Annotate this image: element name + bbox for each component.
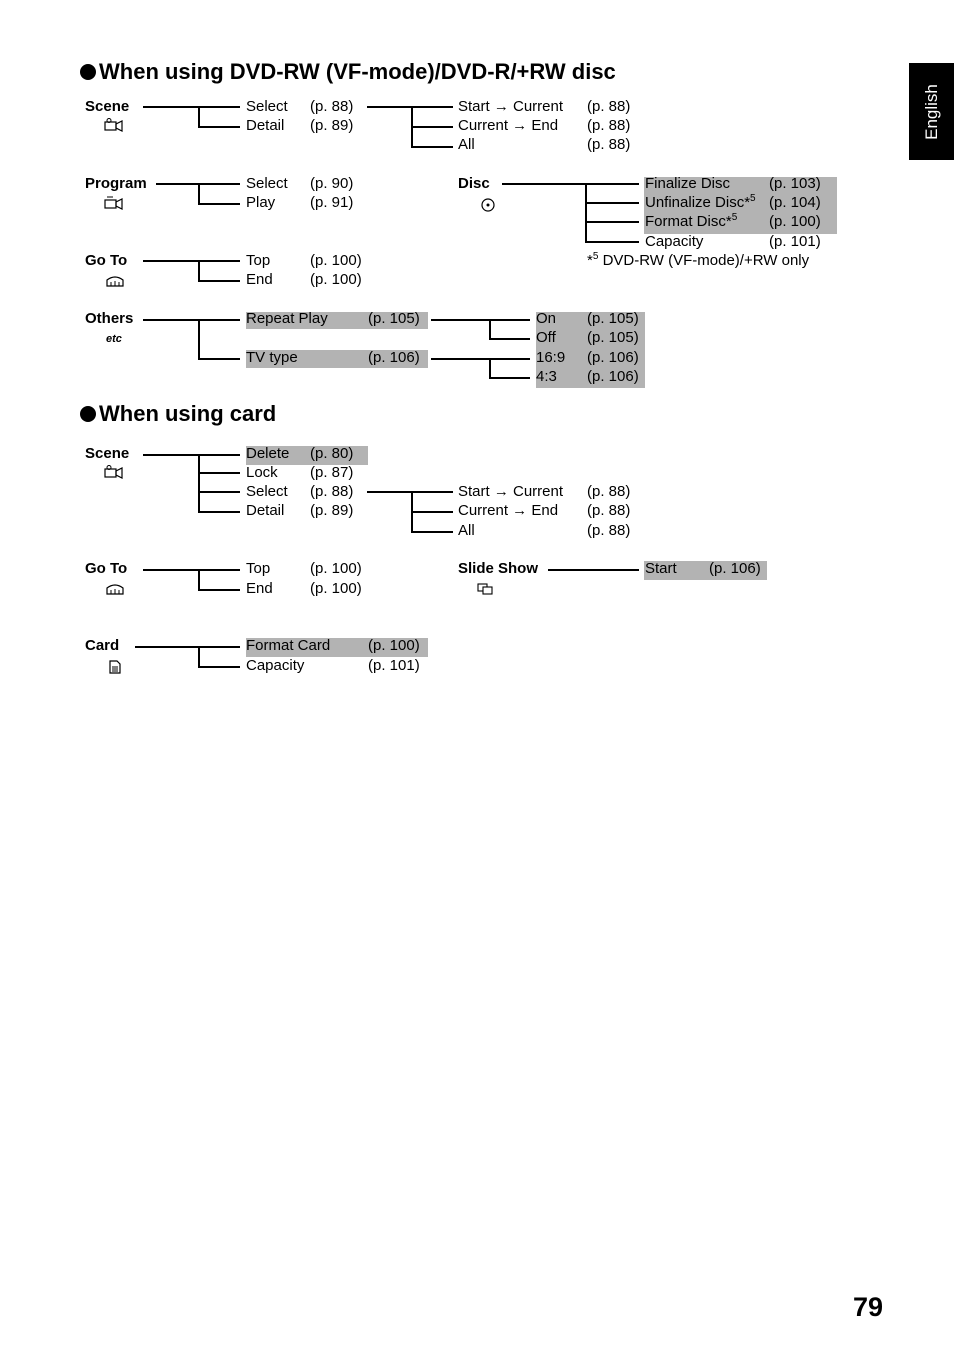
repeat-sub-0: On: [536, 310, 557, 327]
scene-icon: [104, 465, 126, 481]
dvd-scene-sub-0-page: (p. 88): [587, 98, 631, 115]
slideshow-item-0: Start: [645, 560, 677, 577]
dvd-goto-item-1-page: (p. 100): [310, 271, 362, 288]
dvd-scene-item-0: Select: [246, 98, 288, 115]
disc-item-2: Format Disc*$^5$: [645, 212, 738, 230]
card-scene-sub-1-page: (p. 88): [587, 502, 631, 519]
others-item-0: Repeat Play: [246, 310, 328, 327]
dvd-scene-item-0-page: (p. 88): [310, 98, 354, 115]
card-scene-item-0: Delete: [246, 445, 290, 462]
others-item-1: TV type: [246, 349, 298, 366]
goto-icon: [105, 582, 125, 596]
dvd-scene-sub-0: Start → Current: [458, 98, 564, 115]
card-scene-item-1: Lock: [246, 464, 278, 481]
card-item-1: Capacity: [246, 657, 305, 674]
card-scene-label: Scene: [85, 445, 130, 462]
program-item-0: Select: [246, 175, 288, 192]
scene-icon: [104, 118, 126, 134]
card-goto-item-0-page: (p. 100): [310, 560, 362, 577]
section-heading-dvd: When using DVD-RW (VF-mode)/DVD-R/+RW disc: [80, 59, 616, 85]
card-scene-item-2: Select: [246, 483, 288, 500]
tv-sub-1-page: (p. 106): [587, 368, 639, 385]
disc-item-0-page: (p. 103): [769, 175, 821, 192]
others-item-1-page: (p. 106): [368, 349, 420, 366]
repeat-sub-0-page: (p. 105): [587, 310, 639, 327]
program-item-1-page: (p. 91): [310, 194, 354, 211]
dvd-scene-sub-1: Current → End: [458, 117, 559, 134]
bullet-icon: [80, 64, 96, 80]
dvd-scene-item-1: Detail: [246, 117, 285, 134]
card-scene-item-0-page: (p. 80): [310, 445, 354, 462]
card-goto-item-1-page: (p. 100): [310, 580, 362, 597]
program-item-0-page: (p. 90): [310, 175, 354, 192]
disc-item-1: Unfinalize Disc*$^5$: [645, 193, 756, 211]
disc-item-3-page: (p. 101): [769, 233, 821, 250]
dvd-scene-sub-2-page: (p. 88): [587, 136, 631, 153]
card-scene-item-3: Detail: [246, 502, 285, 519]
card-icon: [108, 659, 122, 675]
dvd-goto-item-0: Top: [246, 252, 271, 269]
slideshow-item-0-page: (p. 106): [709, 560, 761, 577]
card-scene-item-2-page: (p. 88): [310, 483, 354, 500]
dvd-goto-item-0-page: (p. 100): [310, 252, 362, 269]
card-label: Card: [85, 637, 120, 654]
card-goto-item-1: End: [246, 580, 273, 597]
disc-footnote: *$^5$ DVD-RW (VF-mode)/+RW only: [587, 251, 810, 269]
card-scene-sub-2-page: (p. 88): [587, 522, 631, 539]
slideshow-icon: [476, 582, 496, 596]
dvd-goto-item-1: End: [246, 271, 273, 288]
repeat-sub-1-page: (p. 105): [587, 329, 639, 346]
dvd-goto-label: Go To: [85, 252, 128, 269]
card-item-0-page: (p. 100): [368, 637, 420, 654]
goto-icon: [105, 274, 125, 288]
tv-sub-0: 16:9: [536, 349, 566, 366]
program-label: Program: [85, 175, 147, 192]
repeat-sub-1: Off: [536, 329, 556, 346]
disc-item-1-page: (p. 104): [769, 194, 821, 211]
disc-item-3: Capacity: [645, 233, 704, 250]
card-scene-sub-0: Start → Current: [458, 483, 564, 500]
program-icon: [104, 196, 126, 212]
card-scene-item-3-page: (p. 89): [310, 502, 354, 519]
disc-item-2-page: (p. 100): [769, 213, 821, 230]
disc-item-0: Finalize Disc: [645, 175, 731, 192]
dvd-scene-sub-1-page: (p. 88): [587, 117, 631, 134]
card-item-1-page: (p. 101): [368, 657, 420, 674]
card-scene-sub-2: All: [458, 522, 475, 539]
others-icon: etc: [106, 333, 122, 345]
program-item-1: Play: [246, 194, 276, 211]
dvd-scene-label: Scene: [85, 98, 130, 115]
card-scene-sub-0-page: (p. 88): [587, 483, 631, 500]
card-item-0: Format Card: [246, 637, 331, 654]
disc-label: Disc: [458, 175, 490, 192]
section-heading-card: When using card: [80, 401, 276, 427]
bullet-icon: [80, 406, 96, 422]
dvd-scene-item-1-page: (p. 89): [310, 117, 354, 134]
page-number: 79: [853, 1292, 884, 1322]
card-scene-sub-1: Current → End: [458, 502, 559, 519]
others-item-0-page: (p. 105): [368, 310, 420, 327]
others-label: Others: [85, 310, 134, 327]
card-goto-item-0: Top: [246, 560, 271, 577]
tv-sub-0-page: (p. 106): [587, 349, 639, 366]
slideshow-label: Slide Show: [458, 560, 539, 577]
language-tab-label: English: [921, 83, 941, 140]
language-tab: [909, 63, 954, 160]
disc-icon: [480, 197, 496, 213]
card-scene-item-1-page: (p. 87): [310, 464, 354, 481]
dvd-scene-sub-2: All: [458, 136, 475, 153]
card-goto-label: Go To: [85, 560, 128, 577]
tv-sub-1: 4:3: [536, 368, 557, 385]
